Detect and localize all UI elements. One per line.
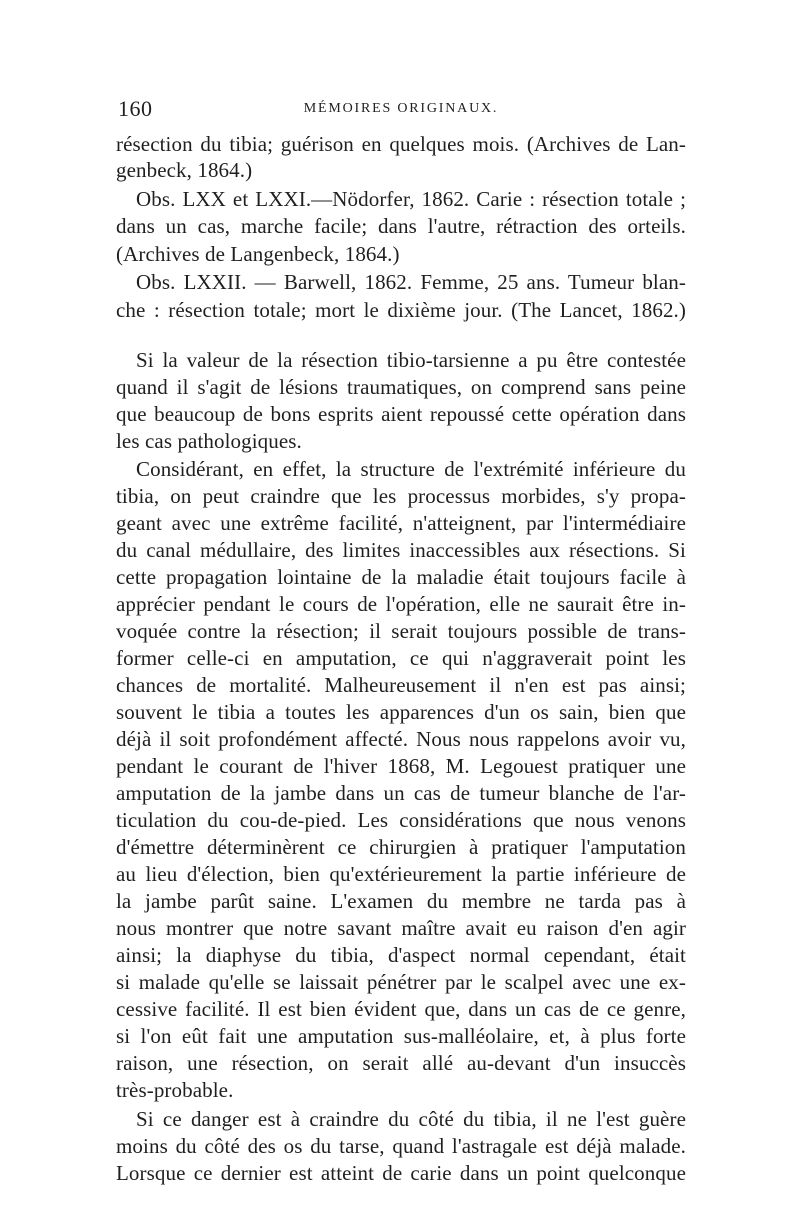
text-line: au lieu d'élection, bien qu'extérieurement la partie inférieure de <box>116 862 686 886</box>
text-line: déjà il soit profondément affecté. Nous nous rappelons avoir vu, <box>116 727 686 751</box>
text-line: geant avec une extrême facilité, n'atteignent, par l'intermédiaire <box>116 511 686 535</box>
text-line: si malade qu'elle se laissait pénétrer par le scalpel avec une ex- <box>116 970 686 994</box>
text-line: la jambe parût saine. L'examen du membre ne tarda pas à <box>116 889 686 913</box>
text-line: former celle-ci en amputation, ce qui n'aggraverait point les <box>116 646 686 670</box>
text-line: quand il s'agit de lésions traumatiques, on comprend sans peine <box>116 375 686 399</box>
text-line: Obs. LXXII. — Barwell, 1862. Femme, 25 ans. Tumeur blan- <box>136 270 686 294</box>
text-line: d'émettre déterminèrent ce chirurgien à pratiquer l'amputation <box>116 835 686 859</box>
text-line: amputation de la jambe dans un cas de tumeur blanche de l'ar- <box>116 781 686 805</box>
text-line: résection du tibia; guérison en quelques mois. (Archives de Lan- <box>116 132 686 156</box>
text-line: raison, une résection, on serait allé au-devant d'un insuccès <box>116 1051 686 1075</box>
text-line: moins du côté des os du tarse, quand l'astragale est déjà malade. <box>116 1134 686 1158</box>
text-line: les cas pathologiques. <box>116 429 302 453</box>
text-line: (Archives de Langenbeck, 1864.) <box>116 242 400 266</box>
text-line: genbeck, 1864.) <box>116 158 253 182</box>
text-line: si l'on eût fait une amputation sus-malléolaire, et, à plus forte <box>116 1024 686 1048</box>
text-line: que beaucoup de bons esprits aient repoussé cette opération dans <box>116 402 686 426</box>
text-line: voquée contre la résection; il serait toujours possible de trans- <box>116 619 686 643</box>
text-line: Si ce danger est à craindre du côté du tibia, il ne l'est guère <box>136 1107 686 1131</box>
text-line: apprécier pendant le cours de l'opération, elle ne saurait être in- <box>116 592 686 616</box>
text-line: Si la valeur de la résection tibio-tarsienne a pu être contestée <box>136 348 686 372</box>
text-line: du canal médullaire, des limites inaccessibles aux résections. Si <box>116 538 686 562</box>
text-line: très-probable. <box>116 1078 234 1102</box>
running-title: MÉMOIRES ORIGINAUX. <box>303 101 499 116</box>
text-line: pendant le courant de l'hiver 1868, M. Legouest pratiquer une <box>116 754 686 778</box>
page-number: 160 <box>118 96 153 121</box>
page-header <box>118 96 684 122</box>
text-line: tibia, on peut craindre que les processus morbides, s'y propa- <box>116 484 686 508</box>
text-line: che : résection totale; mort le dixième jour. (The Lancet, 1862.) <box>116 298 686 322</box>
text-line: nous montrer que notre savant maître avait eu raison d'en agir <box>116 916 686 940</box>
text-line: souvent le tibia a toutes les apparences d'un os sain, bien que <box>116 700 686 724</box>
text-line: chances de mortalité. Malheureusement il n'en est pas ainsi; <box>116 673 686 697</box>
text-line: cessive facilité. Il est bien évident que, dans un cas de ce genre, <box>116 997 686 1021</box>
text-line: ainsi; la diaphyse du tibia, d'aspect normal cependant, était <box>116 943 686 967</box>
text-line: cette propagation lointaine de la maladie était toujours facile à <box>116 565 686 589</box>
text-line: Considérant, en effet, la structure de l'extrémité inférieure du <box>136 457 686 481</box>
text-line: Obs. LXX et LXXI.—Nödorfer, 1862. Carie : résection totale ; <box>136 187 686 211</box>
text-line: ticulation du cou-de-pied. Les considérations que nous venons <box>116 808 686 832</box>
text-line: Lorsque ce dernier est atteint de carie dans un point quelconque <box>116 1161 686 1185</box>
text-line: dans un cas, marche facile; dans l'autre, rétraction des orteils. <box>116 214 686 238</box>
